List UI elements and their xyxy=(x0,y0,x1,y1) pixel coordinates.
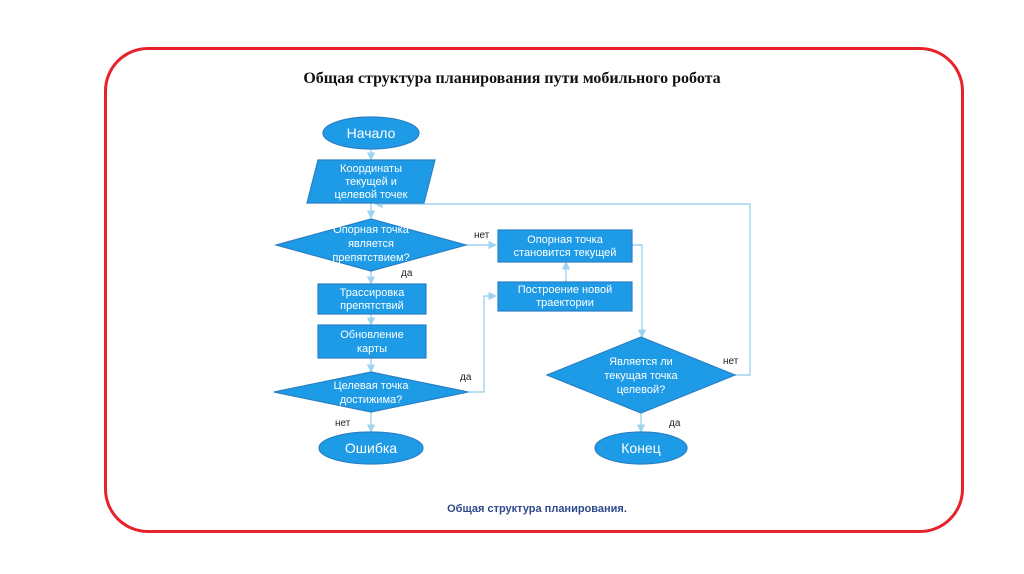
edge-label-target-yes: да xyxy=(669,418,681,429)
node-becomes-line1: Опорная точка xyxy=(527,234,603,246)
edge-label-obstacle-no: нет xyxy=(474,230,490,241)
node-obstacle-line3: препятствием? xyxy=(332,252,410,264)
node-newpath-line2: траектории xyxy=(536,297,594,309)
node-coords-line2: текущей и xyxy=(345,176,397,188)
node-istarget-line3: целевой? xyxy=(616,384,666,396)
node-reachable-line1: Целевая точка xyxy=(333,380,409,392)
node-obstacle-check xyxy=(276,219,466,271)
node-update-line1: Обновление xyxy=(340,329,404,341)
node-reachable-line2: достижима? xyxy=(339,394,403,406)
node-obstacle-line2: является xyxy=(347,238,395,250)
node-becomes-line2: становится текущей xyxy=(513,247,617,259)
edge-reachable-yes xyxy=(468,296,496,392)
node-error xyxy=(319,432,423,464)
node-coords xyxy=(307,160,435,203)
node-trace-line2: препятствий xyxy=(340,300,404,312)
node-coords-line3: целевой точек xyxy=(334,189,408,201)
edge-label-target-no: нет xyxy=(723,356,739,367)
node-start xyxy=(323,117,419,149)
edge-label-reachable-yes: да xyxy=(460,372,472,383)
node-obstacle-line1: Опорная точка xyxy=(333,224,409,236)
node-end-label: Конец xyxy=(621,440,661,456)
edge-becomes-istarget xyxy=(632,245,642,337)
node-trace-line1: Трассировка xyxy=(339,287,405,299)
node-trace xyxy=(318,284,426,314)
node-istarget-line2: текущая точка xyxy=(604,370,678,382)
node-newpath-line1: Построение новой xyxy=(517,284,613,296)
slide-title: Общая структура планирования пути мобильного робота xyxy=(303,70,721,87)
node-error-label: Ошибка xyxy=(344,440,398,456)
node-update-line2: карты xyxy=(357,343,387,355)
node-becomes-current xyxy=(498,230,632,262)
node-start-label: Начало xyxy=(346,125,396,141)
node-istarget-line1: Является ли xyxy=(609,356,673,368)
edge-label-obstacle-yes: да xyxy=(401,268,413,279)
node-update-map xyxy=(318,325,426,358)
node-end xyxy=(595,432,687,464)
edge-label-reachable-no: нет xyxy=(335,418,351,429)
slide-caption: Общая структура планирования. xyxy=(447,503,627,515)
node-coords-line1: Координаты xyxy=(340,163,402,175)
node-is-target xyxy=(547,337,735,413)
node-new-path xyxy=(498,282,632,311)
node-reachable xyxy=(274,372,468,412)
